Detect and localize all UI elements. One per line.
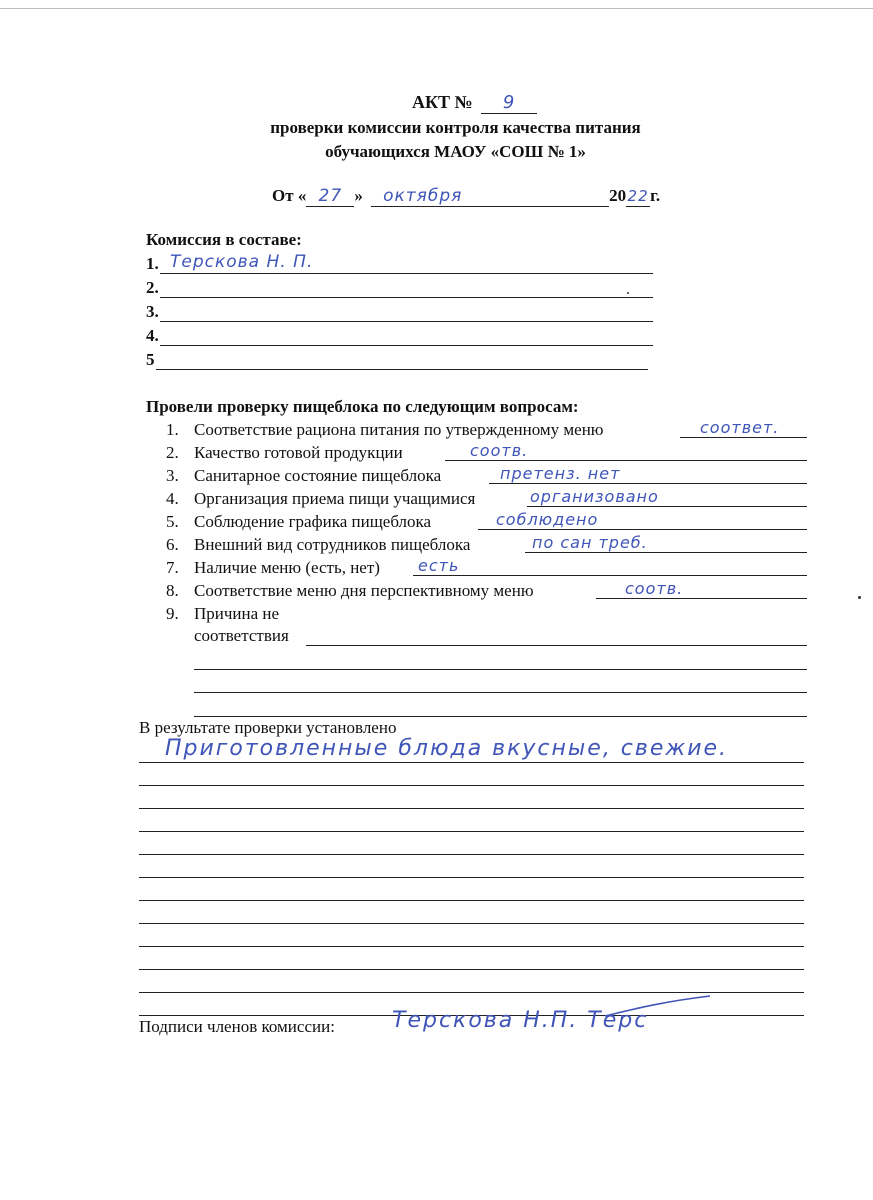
date-year-field (626, 186, 650, 207)
member-3-label: 3. (146, 302, 159, 321)
answer-6-handwritten: по сан треб. (532, 533, 648, 552)
question-2: 2. Качество готовой продукции (166, 443, 403, 462)
result-label: В результате проверки установлено (139, 718, 397, 737)
answer-4-line (527, 506, 807, 507)
member-1-line (160, 273, 653, 274)
member-1-label: 1. (146, 254, 159, 273)
question-1: 1. Соответствие рациона питания по утвержденному меню (166, 420, 604, 439)
result-line-2 (139, 785, 804, 786)
question-6: 6. Внешний вид сотрудников пищеблока (166, 535, 471, 554)
answer-5-line (478, 529, 807, 530)
scan-edge-line (0, 8, 873, 9)
date-year-prefix: 20 (609, 186, 627, 205)
answer-3-handwritten: претенз. нет (500, 464, 621, 483)
answer-2-handwritten: соотв. (470, 441, 529, 460)
signatures-label: Подписи членов комиссии: (139, 1017, 335, 1036)
date-month-field (371, 186, 609, 207)
date-line (272, 186, 660, 207)
act-number-handwritten: 9 (502, 92, 516, 113)
answer-2-line (445, 460, 807, 461)
member-1-handwritten: Терскова Н. П. (170, 252, 314, 272)
answer-7-handwritten: есть (418, 556, 460, 575)
answer-6-line (525, 552, 807, 553)
commission-title: Комиссия в составе: (146, 230, 302, 249)
signature-flourish (600, 992, 720, 1022)
subtitle-line-2: обучающихся МАОУ «СОШ № 1» (325, 142, 586, 161)
answer-1-handwritten: соответ. (700, 418, 780, 437)
member-3-line (160, 321, 653, 322)
answer-3-line (489, 483, 807, 484)
member-5-label: 5 (146, 350, 155, 369)
question-9-continuation: соответствия (194, 626, 289, 645)
inspection-title: Провели проверку пищеблока по следующим вопросам: (146, 397, 579, 416)
date-day-field (306, 186, 354, 207)
scan-speck (627, 292, 629, 294)
result-line-7 (139, 900, 804, 901)
answer-1-line (680, 437, 807, 438)
result-line-5 (139, 854, 804, 855)
member-4-line (160, 345, 653, 346)
date-close-quote: » (354, 186, 363, 205)
act-label: АКТ № (412, 92, 473, 112)
member-2-label: 2. (146, 278, 159, 297)
result-line-3 (139, 808, 804, 809)
result-line-10 (139, 969, 804, 970)
question-5: 5. Соблюдение графика пищеблока (166, 512, 432, 531)
answer-9-line-4 (194, 716, 807, 717)
answer-9-line-1 (306, 645, 807, 646)
answer-7-line (413, 575, 807, 576)
result-line-8 (139, 923, 804, 924)
date-year-end: г. (650, 186, 661, 205)
answer-8-line (596, 598, 807, 599)
date-year-handwritten: 22 (627, 187, 649, 205)
question-4: 4. Организация приема пищи учащимися (166, 489, 476, 508)
question-7: 7. Наличие меню (есть, нет) (166, 558, 380, 577)
act-number-field (481, 92, 537, 114)
result-line-4 (139, 831, 804, 832)
answer-8-handwritten: соотв. (625, 579, 684, 598)
question-8: 8. Соответствие меню дня перспективному меню (166, 581, 534, 600)
date-day-handwritten: 27 (318, 186, 343, 206)
member-2-line (160, 297, 653, 298)
subtitle-line-1: проверки комиссии контроля качества питания (270, 118, 641, 137)
result-line-9 (139, 946, 804, 947)
signatures-handwritten: Терскова Н.П. Терс (392, 1008, 649, 1033)
act-title (412, 92, 537, 114)
question-9: 9. Причина не (166, 604, 280, 623)
date-month-handwritten: октября (383, 186, 463, 206)
member-4-label: 4. (146, 326, 159, 345)
scan-speck (858, 596, 861, 599)
member-5-line (156, 369, 648, 370)
answer-9-line-3 (194, 692, 807, 693)
result-line-1 (139, 762, 804, 763)
answer-4-handwritten: организовано (530, 487, 659, 506)
result-line-6 (139, 877, 804, 878)
date-prefix: От « (272, 186, 307, 205)
question-3: 3. Санитарное состояние пищеблока (166, 466, 442, 485)
answer-9-line-2 (194, 669, 807, 670)
answer-5-handwritten: соблюдено (496, 510, 599, 529)
result-handwritten: Приготовленные блюда вкусные, свежие. (165, 736, 729, 761)
